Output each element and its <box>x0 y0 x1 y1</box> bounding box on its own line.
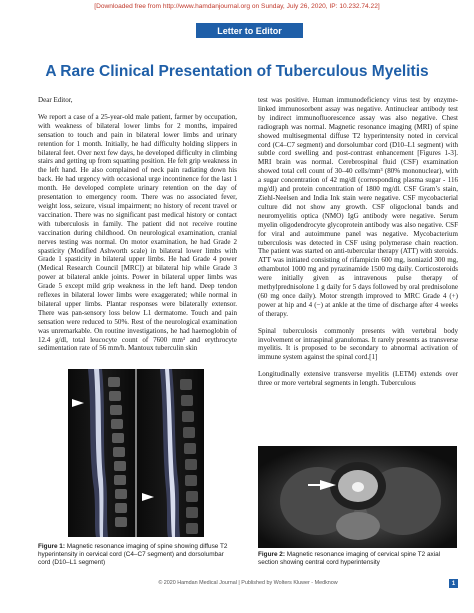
figure-2-caption <box>258 551 458 567</box>
figure-2 <box>258 446 457 548</box>
figure-1 <box>38 369 234 537</box>
page-number: 1 <box>449 579 458 588</box>
body-paragraph: We report a case of a 25-year-old male patient, farmer by occupation, with weakness of bilateral lower limbs for 2 months, impaired sensation to touch and pain in bilateral lower limbs and urinary retention for 1 month. Initially, he had difficulty holding slippers in bilateral feet. Over next few days, he developed difficulty in climbing stairs and getting up from squatting position. He felt grip weakness in the left hand. He also complained of neck pain radiating down his back. He had urgency with occasional urge incontinence for the last 1 month. He developed complete urinary retention on the day of presentation to emergency room. There was no associated fever, weight loss, seizure, visual impairment; no history of recent travel or vaccination. There was no significant past medical history or contact with tuberculosis in family. The patient did not receive routine vaccination during childhood. On neurological examination, cranial nerves testing was normal. On motor examination, he had Grade 2 spasticity (Modified Ashworth scale) in bilateral lower limbs with Grade 1 spasticity in bilateral upper limbs. He had Grade 4 power (Medical Research Council [MRC]) at bilateral hip while Grade 3 power at bilateral ankle joints. Power in bilateral upper limbs was Grade 5 except mild grip weakness in the left hand. Deep tendon reflexes in bilateral lower limbs were exaggerated; while normal in bilateral upper limbs. Plantar responses were bilaterally extensor. There was pan-sensory loss below L1 dermatome. Touch and pain sensation were reduced to 50%. Rest of the neurological examination was unremarkable. On routine investigations, he had haemoglobin of 12.4 g/dl, total leucocyte count of 7600 mm³ and erythrocyte sedimentation rate of 56 mm/h. Mantoux tuberculin skin <box>38 112 237 353</box>
figure-1-caption-text: Magnetic resonance imaging of spine showing diffuse T2 hyperintensity in cervical cord (C4–C7 segment) and dorsolumbar cord (D10–L1 segment) <box>38 543 228 566</box>
figure-2-label: Figure 2: <box>258 551 285 558</box>
left-column <box>38 96 237 361</box>
footer-text: © 2020 Hamdan Medical Journal | Published by Wolters Kluwer - Medknow <box>158 580 338 586</box>
article-title: A Rare Clinical Presentation of Tuberculous Myelitis <box>45 63 429 80</box>
sagittal-mri-graphic <box>68 369 204 537</box>
body-paragraph: Longitudinally extensive transverse myelitis (LETM) extends over three or more vertebral segments in length. Tuberculous <box>258 370 458 388</box>
sagittal-mri-image <box>68 369 204 537</box>
axial-mri-image <box>258 446 457 548</box>
salutation: Dear Editor, <box>38 96 73 104</box>
body-paragraph: test was positive. Human immunodeficiency virus test by enzyme-linked immunosorbent assay was negative. Antinuclear antibody test by indirect immunofluorescence assay was also negative. Chest radiograph was normal. Magnetic resonance imaging (MRI) of spine showed multisegmental diffuse T2 hyperintensity noted in cervical cord (C4–C7 segment) and dorsolumbar cord (D10–L1 segment) with subtle cord swelling and post-contrast enhancement [Figures 1-3]. MRI brain was normal. Cerebrospinal fluid (CSF) examination showed total cell count of 30–40 cells/mm³ (80% mononuclear), with a sugar concentration of 42 mg/dl (corresponding plasma sugar - 116 mg/dl) and protein concentration of 1800 mg/dl. CSF Gram’s stain, Ziehl-Neelsen and India Ink stain were negative. CSF mycobacterial culture did not show any growth. CSF oligoclonal bands and neuromyelitis optica (NMO) IgG antibody were negative. Serum myelin oligodendrocyte glycoprotein antibody was also negative. CSF for viral and autoimmune panel was negative. Mycobacterium tuberculosis was detected in CSF using polymerase chain reaction. The patient was started on anti-tubercular therapy (ATT) with steroids. ATT was initiated consisting of rifampicin 600 mg, isoniazid 300 mg, ethambutol 1000 mg and pyrazinamide 1500 mg daily. Corticosteroids were initially given as intravenous pulse therapy of methylprednisolone 1 g daily for 5 days followed by oral prednisolone (60 mg once daily). Motor strength improved to MRC Grade 4 (+) power at hip and 4 (−) at ankle at the time of discharge after 4 weeks of therapy. <box>258 96 458 318</box>
figure-1-caption <box>38 543 237 566</box>
right-column <box>258 96 458 396</box>
axial-mri-graphic <box>258 446 457 548</box>
section-banner: Letter to Editor <box>196 23 303 38</box>
download-note: [Downloaded free from http://www.hamdanjournal.org on Sunday, July 26, 2020, IP: 10.232.74.22] <box>94 3 380 10</box>
body-paragraph: Spinal tuberculosis commonly presents with vertebral body involvement or intraspinal granulomas. It rarely presents as transverse myelitis. It is proposed to be secondary to abnormal activation of immune system against the spinal cord.[1] <box>258 326 458 362</box>
figure-1-label: Figure 1: <box>38 543 65 550</box>
figure-2-caption-text: Magnetic resonance imaging of cervical spine T2 axial section showing central cord hyperintensity <box>258 551 441 566</box>
